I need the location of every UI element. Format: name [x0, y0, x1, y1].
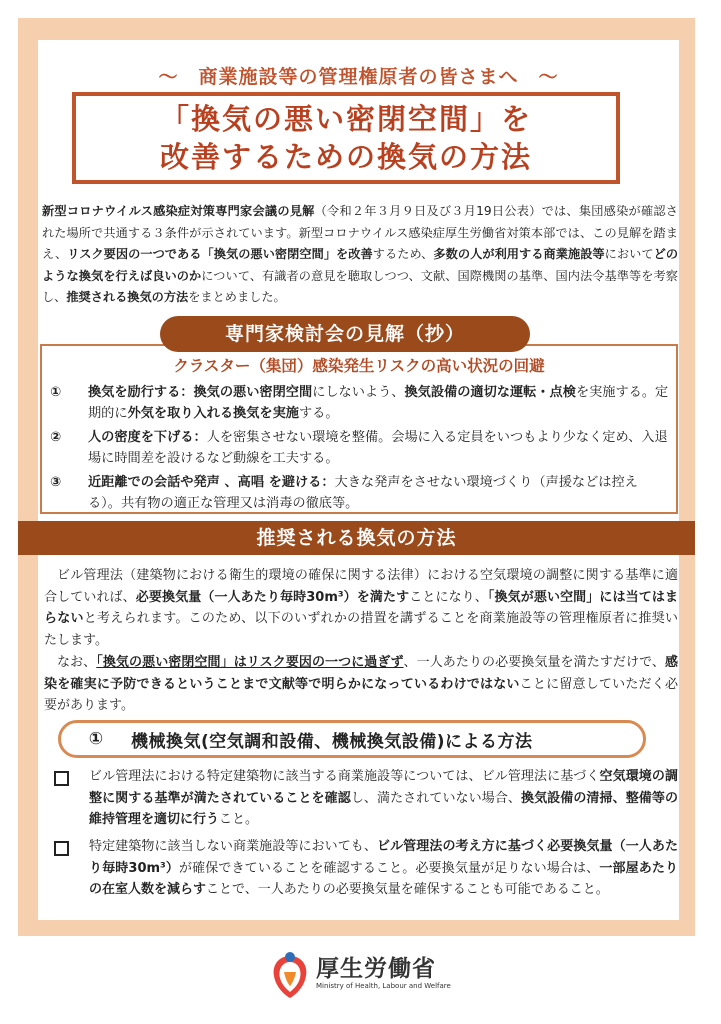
method-label: 機械換気(空気調和設備、機械換気設備)による方法 [131, 731, 533, 752]
opinion-item-2 [50, 427, 670, 469]
item-text-part: を実施する。定期的に [88, 385, 669, 421]
item-emphasis: 換気設備の適切な運転・点検 [404, 385, 576, 400]
item-lead: 近距離での会話や発声 、高唱 を避ける： [88, 475, 335, 490]
bullet-text [89, 836, 678, 901]
intro-emphasis-1: 新型コロナウイルス感染症対策専門家会議の見解 [42, 204, 315, 218]
para-text: 、一人あたりの必要換気量を満たすだけで、 [403, 655, 665, 670]
intro-paragraph [42, 201, 678, 309]
item-lead: 換気を励行する： [88, 385, 194, 400]
para-emphasis: 必要換気量（一人あたり毎時30m³）を満たす [135, 589, 410, 605]
bullet-emphasis: 一部屋あたりの在室人数を減らす [89, 860, 678, 897]
bullet-emphasis: ビル管理法の考え方に基づく必要換気量（一人あたり毎時30m³） [89, 839, 678, 876]
para-text: ことになり、 [409, 589, 488, 605]
org-name-en: Ministry of Health, Labour and Welfare [316, 982, 451, 990]
bullet-emphasis: 空気環境の調整に関する基準が満たされていることを確認 [89, 769, 678, 806]
square-bullet-icon [54, 841, 69, 856]
method-1-heading [58, 720, 646, 758]
intro-emphasis-7: どのような換気を行えば良いのか [42, 247, 679, 283]
para-emphasis: 感染を確実に予防できるということまで文献等で明らかになっているわけではない [44, 655, 678, 692]
method-bullet-1 [50, 766, 678, 831]
bullet-text-part: が確保できていることを確認すること。必要換気量が足りない場合は、 [179, 860, 600, 876]
title-line-2: 改善するための換気の方法 [159, 140, 532, 174]
para-text: と考えられます。このため、以下のいずれかの措置を講ずることを商業施設等の管理権原者に推奨いたします。 [44, 611, 678, 648]
para-emphasis: 「換気の悪い密閉空間」はリスク要因の一つに過ぎず [96, 655, 404, 670]
recommended-paragraph-2 [44, 652, 678, 717]
opinion-item-3 [50, 472, 670, 514]
item-text [88, 427, 670, 469]
item-text-part: 人を密集させない環境を整備。会場に入る定員をいつもより少なく定め、入退場に時間差を設けるなど動線を工夫する。 [88, 430, 668, 466]
intro-text-2: （令和２年３月９日及び３月19日公表）では、集団感染が確認された場所で共通する３条件が示されています。新型コロナウイルス感染症厚生労働省対策本部では、この見解を踏まえ、 [42, 204, 678, 261]
para-text: なお、 [57, 655, 97, 670]
item-text-part: する。 [299, 406, 339, 421]
bullet-text-part: し、満たされていない場合、 [350, 790, 521, 806]
item-text-part: にしないよう、 [312, 385, 405, 400]
para-text: ビル管理法（建築物における衛生的環境の確保に関する法律）における空気環境の調整に関する基準に適合していれば、 [44, 568, 678, 605]
item-number: ① [50, 385, 62, 400]
opinion-item-1 [50, 382, 670, 424]
bullet-emphasis: 換気設備の清掃、整備等の維持管理を適切に行う [89, 790, 678, 827]
title-box [72, 92, 620, 184]
item-text [88, 382, 670, 424]
item-emphasis: 換気の悪い密閉空間 [193, 385, 313, 400]
opinion-heading: 専門家検討会の見解（抄） [160, 316, 530, 352]
recommended-heading: 推奨される換気の方法 [18, 521, 695, 555]
item-text [88, 472, 670, 514]
method-bullet-2 [50, 836, 678, 901]
bullet-text-part: 特定建築物に該当しない商業施設等においても、 [89, 839, 377, 854]
item-number: ③ [50, 475, 62, 490]
intro-emphasis-3: リスク要因の一つである「換気の悪い密閉空間」を改善 [67, 247, 373, 261]
footer-logo [268, 948, 468, 1008]
org-name-ja: 厚生労働省 [316, 956, 436, 982]
title-line-1: 「換気の悪い密閉空間」を [159, 102, 532, 136]
intro-text-10: をまとめました。 [188, 290, 286, 304]
opinion-subheading: クラスター（集団）感染発生リスクの高い状況の回避 [173, 357, 545, 375]
method-number: ① [88, 729, 104, 749]
square-bullet-icon [54, 771, 69, 786]
item-number: ② [50, 430, 62, 445]
opinion-list [50, 382, 670, 517]
item-emphasis: 外気を取り入れる換気を実施 [127, 406, 299, 421]
bullet-text-part: こと。 [219, 812, 259, 827]
item-text-part: 大きな発声をさせない環境づくり（声援などは控える）。共有物の適正な管理又は消毒の徹底等。 [88, 475, 638, 511]
bullet-text-part: ビル管理法における特定建築物に該当する商業施設等については、ビル管理法に基づく [89, 769, 600, 784]
intro-emphasis-5: 多数の人が利用する商業施設等 [433, 247, 605, 261]
para-text: ことに留意していただく必要があります。 [44, 676, 678, 713]
intro-emphasis-9: 推奨される換気の方法 [66, 290, 189, 304]
audience-subtitle: 〜 商業施設等の管理権原者の皆さまへ 〜 [158, 66, 559, 88]
para-emphasis: 「換気が悪い空間」には当てはまらない [44, 589, 678, 626]
bullet-text [89, 766, 678, 831]
bullet-text-part: ことで、一人あたりの必要換気量を確保することも可能であること。 [206, 882, 609, 897]
mhlw-logo-icon [268, 948, 312, 1000]
recommended-paragraph-1 [44, 565, 678, 651]
intro-text-4: するため、 [372, 247, 434, 261]
intro-text-8: について、有識者の意見を聴取しつつ、文献、国際機関の基準、国内法令基準等を考察し、 [42, 268, 678, 304]
intro-text-6: において [604, 247, 654, 261]
item-lead: 人の密度を下げる： [88, 430, 207, 445]
